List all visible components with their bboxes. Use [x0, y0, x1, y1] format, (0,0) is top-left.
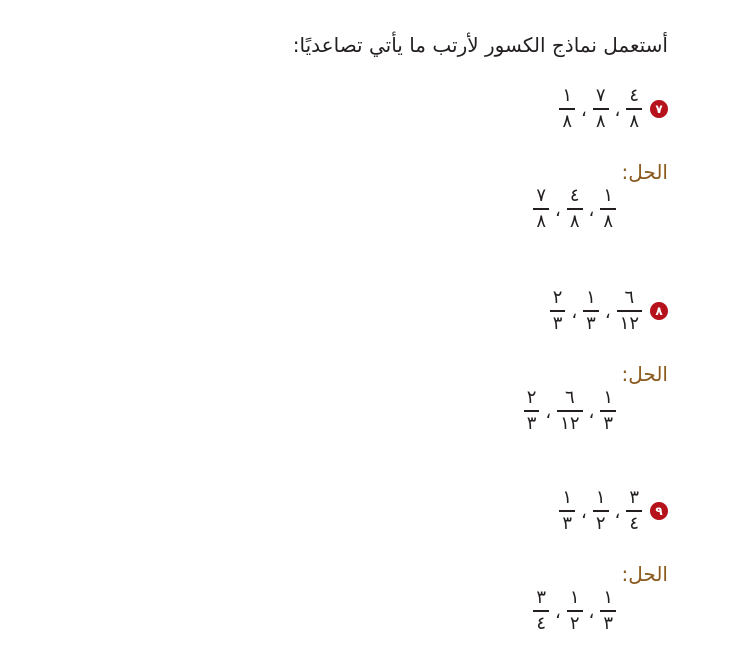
fraction: $\frac{١}{٨}$	[559, 86, 575, 132]
separator: ،	[581, 100, 587, 122]
fraction: $\frac{١}{٣}$	[600, 588, 616, 634]
fraction: $\frac{١}{٢}$	[567, 588, 583, 634]
separator: ،	[614, 100, 621, 122]
instruction-text: أستعمل نماذج الكسور لأرتب ما يأتي تصاعديًا:	[292, 33, 668, 57]
problem-9	[559, 488, 668, 534]
separator: ،	[588, 200, 595, 222]
separator: ،	[588, 402, 595, 424]
fraction: $\frac{٢}{٣}$	[524, 388, 540, 434]
fraction: $\frac{٧}{٨}$	[593, 86, 609, 132]
fraction: $\frac{٦}{١٢}$	[617, 288, 642, 334]
problem-number-badge: ٩	[650, 502, 668, 520]
separator: ،	[588, 602, 595, 624]
problem-8	[550, 288, 668, 334]
fraction: $\frac{٦}{١٢}$	[557, 388, 582, 434]
fraction: $\frac{١}{٨}$	[600, 186, 616, 232]
fraction: $\frac{٤}{٨}$	[626, 86, 642, 132]
answer-8	[524, 388, 616, 434]
separator: ،	[581, 502, 587, 524]
problem-number-badge: ٨	[650, 302, 668, 320]
separator: ،	[545, 402, 552, 424]
separator: ،	[555, 200, 561, 222]
fraction: $\frac{٣}{٤}$	[533, 588, 549, 634]
fraction: $\frac{٢}{٣}$	[550, 288, 566, 334]
solution-label: الحل:	[621, 562, 668, 586]
fraction: $\frac{١}{٣}$	[600, 388, 616, 434]
fraction: $\frac{١}{٣}$	[559, 488, 575, 534]
fraction: $\frac{٤}{٨}$	[567, 186, 583, 232]
fraction: $\frac{١}{٣}$	[583, 288, 599, 334]
separator: ،	[614, 502, 621, 524]
solution-label: الحل:	[621, 362, 668, 386]
fraction: $\frac{١}{٢}$	[593, 488, 609, 534]
separator: ،	[571, 302, 578, 324]
separator: ،	[604, 302, 611, 324]
fraction: $\frac{٣}{٤}$	[626, 488, 642, 534]
answer-7	[533, 186, 616, 232]
answer-9	[533, 588, 616, 634]
problem-number-badge: ٧	[650, 100, 668, 118]
solution-label: الحل:	[621, 160, 668, 184]
problem-7	[559, 86, 668, 132]
fraction: $\frac{٧}{٨}$	[533, 186, 549, 232]
separator: ،	[555, 602, 561, 624]
